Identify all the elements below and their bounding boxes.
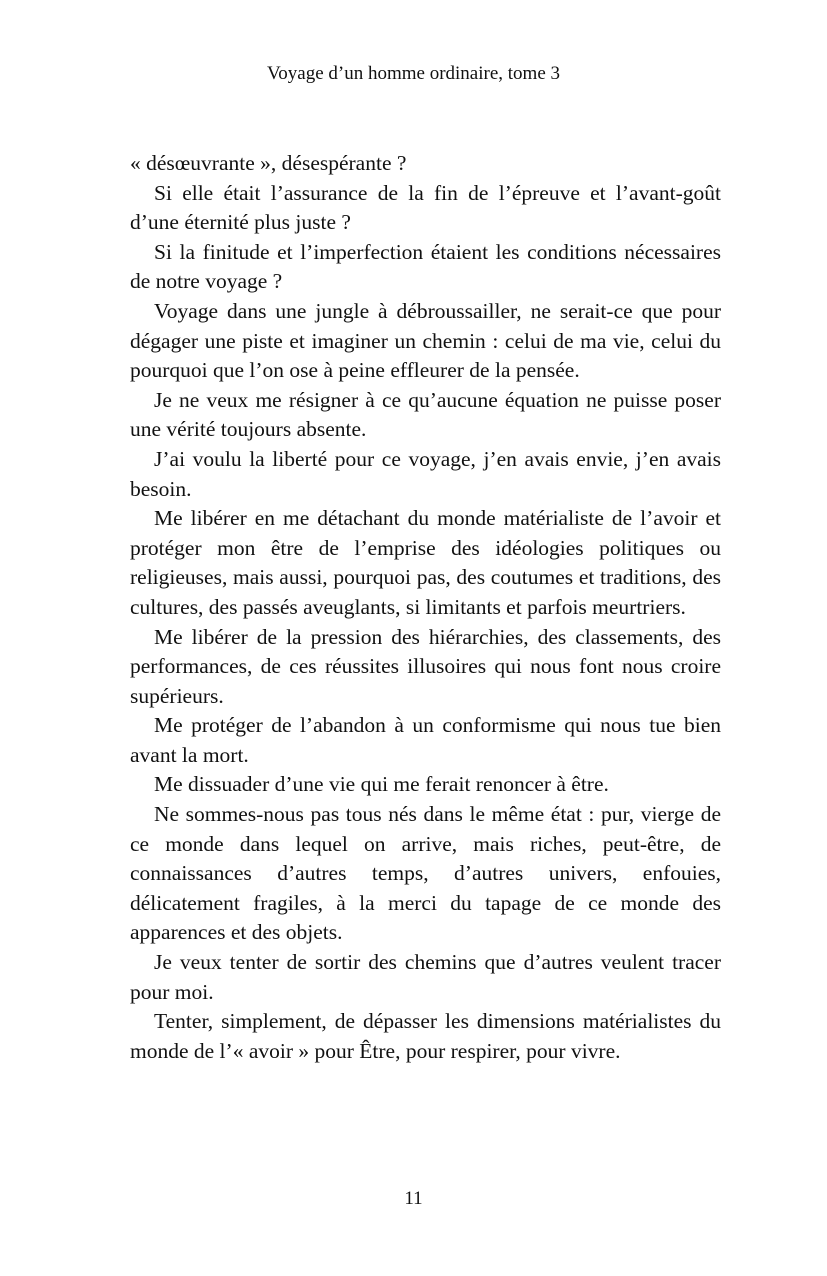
paragraph: Me dissuader d’une vie qui me ferait renoncer à être.: [154, 772, 609, 797]
paragraph: Me libérer de la pression des hiérarchies, des classements, des performances, de ces réussites illusoires qui nous font nous croire supérieurs.: [130, 624, 721, 708]
paragraph: Me libérer en me détachant du monde matérialiste de l’avoir et protéger mon être de l’emprise des idéologies politiques ou religieuses, mais aussi, pourquoi pas, des coutumes et traditions, des cultures, des passés aveuglants, si limitants et parfois meurtriers.: [130, 506, 721, 619]
paragraph: Je ne veux me résigner à ce qu’aucune équation ne puisse poser une vérité toujours absente.: [130, 387, 721, 442]
paragraph-continued: « désœuvrante », désespérante ?: [130, 151, 407, 175]
paragraph: Voyage dans une jungle à débroussailler, ne serait-ce que pour dégager une piste et imaginer un chemin : celui de ma vie, celui du pourquoi que l’on ose à peine effleurer de la pensée.: [130, 298, 721, 383]
page-body: [130, 149, 721, 1066]
page-number: 11: [404, 1188, 423, 1209]
running-title: Voyage d’un homme ordinaire, tome 3: [266, 63, 561, 84]
paragraph: Si la finitude et l’imperfection étaient les conditions nécessaires de notre voyage ?: [130, 239, 721, 294]
paragraph: J’ai voulu la liberté pour ce voyage, j’en avais envie, j’en avais besoin.: [130, 446, 721, 501]
paragraph: Ne sommes-nous pas tous nés dans le même état : pur, vierge de ce monde dans lequel on arrive, mais riches, peut-être, de connaissances d’autres temps, d’autres univers, enfouies, délicatement fragiles, à la merci du tapage de ce monde des apparences et des objets.: [130, 802, 721, 945]
paragraph: Tenter, simplement, de dépasser les dimensions matérialistes du monde de l’« avoir » pour Être, pour respirer, pour vivre.: [130, 1009, 721, 1063]
paragraph: Je veux tenter de sortir des chemins que d’autres veulent tracer pour moi.: [130, 950, 721, 1004]
paragraph: Me protéger de l’abandon à un conformisme qui nous tue bien avant la mort.: [130, 713, 721, 767]
paragraph: Si elle était l’assurance de la fin de l’épreuve et l’avant-goût d’une éternité plus juste ?: [130, 180, 721, 235]
